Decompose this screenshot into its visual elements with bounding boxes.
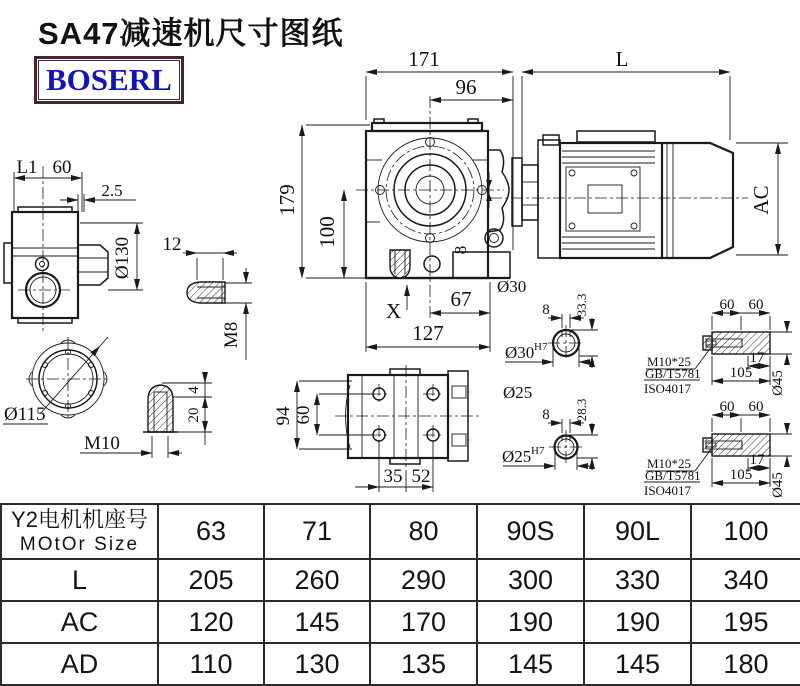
shaft-dim-17: 17 (749, 350, 765, 366)
dim-M10: M10 (84, 433, 120, 454)
bottom-view (273, 365, 480, 492)
dim-94: 94 (273, 406, 294, 426)
size-col-90L: 90L (584, 504, 691, 559)
motor-view (490, 131, 788, 258)
m10-detail (80, 375, 212, 458)
shaft2-dim-105: 105 (729, 467, 753, 483)
dim-171: 171 (408, 47, 440, 71)
dim-127: 127 (412, 321, 444, 345)
dim-20: 20 (186, 407, 202, 423)
shaft-bolt-label: M10*25 (647, 354, 692, 369)
shaft2-dim-17: 17 (749, 452, 765, 468)
dim-100: 100 (315, 216, 339, 248)
shaft2-dim-60a: 60 (719, 399, 735, 415)
row-label-L: L (1, 559, 158, 601)
row-label-AD: AD (1, 643, 158, 685)
L-80: 290 (370, 559, 477, 601)
brand-logo-text: BOSERL (38, 60, 180, 100)
dim-12: 12 (162, 234, 182, 255)
dim-X: X (386, 299, 402, 323)
dim-67: 67 (450, 287, 472, 311)
shaft2-iso-label: ISO4017 (644, 483, 691, 498)
AC-90L: 190 (584, 601, 691, 643)
dim-L: L (615, 47, 629, 71)
L-63: 205 (158, 559, 264, 601)
dim-60-bottom: 60 (293, 405, 314, 425)
page-title: SA47减速机尺寸图纸 (38, 16, 344, 51)
header-motor-size-cn: Y2电机机座号 (11, 507, 148, 532)
AC-71: 145 (264, 601, 370, 643)
side-view (4, 157, 143, 332)
shaft2-bolt-label: M10*25 (647, 456, 692, 471)
shaft-gb-label: GB/T5781 (645, 366, 701, 381)
dim-phi115: Ø115 (4, 404, 46, 425)
L-71: 260 (264, 559, 370, 601)
dim-33-3: 33.3 (574, 293, 589, 317)
dim-AC: AC (749, 185, 773, 215)
label-phi30H7-sup: H7 (534, 341, 548, 353)
AD-90S: 145 (477, 643, 584, 685)
shaft-dim-60b: 60 (748, 297, 764, 313)
m8-detail (163, 234, 253, 360)
header-motor-size-en: MOtOr Size (19, 534, 140, 555)
size-col-63: 63 (158, 504, 264, 559)
dim-96: 96 (455, 75, 477, 99)
shaft-dim-105: 105 (729, 365, 753, 381)
L-90L: 330 (584, 559, 691, 601)
dim-4: 4 (186, 386, 202, 394)
dim-28-3: 28.3 (574, 398, 589, 422)
shaft-dim-60a: 60 (719, 297, 735, 313)
dim-60-side: 60 (52, 157, 72, 178)
size-col-80: 80 (370, 504, 477, 559)
size-col-90S: 90S (477, 504, 584, 559)
bore25-detail (502, 399, 598, 470)
AD-90L: 145 (584, 643, 691, 685)
L-90S: 300 (477, 559, 584, 601)
row-label-AC: AC (1, 601, 158, 643)
dim-M8: M8 (221, 321, 242, 349)
dim-key8-30: 8 (542, 302, 550, 318)
front-view (356, 96, 510, 318)
dim-2-5: 2.5 (101, 181, 123, 200)
label-phi30: Ø30 (497, 277, 527, 296)
dim-179: 179 (275, 184, 299, 216)
dim-L1: L1 (16, 157, 38, 178)
size-col-100: 100 (691, 504, 800, 559)
shaft-iso-label: ISO4017 (644, 381, 691, 396)
shaft-dim-phi45: Ø45 (770, 370, 786, 396)
AC-80: 170 (370, 601, 477, 643)
AC-90S: 190 (477, 601, 584, 643)
L-100: 340 (691, 559, 800, 601)
dim-52: 52 (411, 466, 431, 487)
label-phi25H7: Ø25 (502, 447, 532, 466)
shaft2-dim-phi45: Ø45 (770, 472, 786, 498)
dim-35: 35 (383, 466, 403, 487)
dim-phi130: Ø130 (112, 236, 133, 280)
shaft-detail-top (644, 297, 792, 396)
table-header-row (1, 504, 800, 559)
label-phi25: Ø25 (503, 383, 533, 402)
dim-key8-25: 8 (542, 407, 550, 423)
table-row-AC (1, 601, 800, 643)
shaft2-gb-label: GB/T5781 (645, 468, 701, 483)
table-row-L (1, 559, 800, 601)
header-motor-size (1, 504, 158, 559)
AC-100: 195 (691, 601, 800, 643)
shaft-detail-bottom (644, 399, 792, 498)
AD-63: 110 (158, 643, 264, 685)
front-key-8-label: 8 (451, 245, 470, 255)
AD-100: 180 (691, 643, 800, 685)
motor-size-table (0, 503, 800, 686)
AD-71: 130 (264, 643, 370, 685)
AD-80: 135 (370, 643, 477, 685)
label-phi30H7: Ø30 (505, 343, 535, 362)
flange-detail (3, 337, 110, 425)
bore30-detail (503, 294, 598, 402)
size-col-71: 71 (264, 504, 370, 559)
AC-63: 120 (158, 601, 264, 643)
shaft2-dim-60b: 60 (748, 399, 764, 415)
label-phi25H7-sup: H7 (531, 445, 545, 457)
table-row-AD (1, 643, 800, 685)
